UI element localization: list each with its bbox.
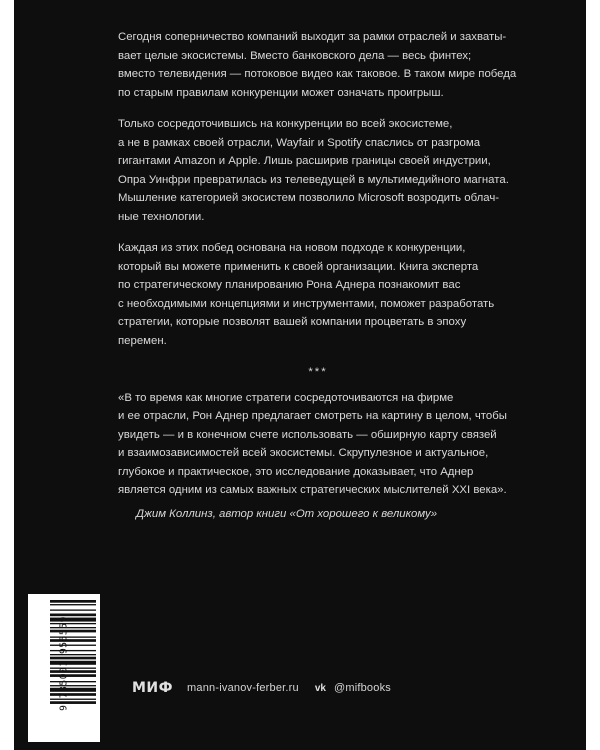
barcode-bar: [50, 636, 96, 637]
barcode-bar: [50, 674, 96, 677]
barcode-bar: [50, 657, 96, 660]
quote-line: и ее отрасли, Рон Аднер предлагает смотреть на картину в целом, чтобы: [118, 410, 507, 422]
paragraph-1: [118, 28, 518, 102]
paragraph-line: с необходимыми концепциями и инструментами, поможет разработать: [118, 297, 495, 310]
barcode-bar: [50, 600, 96, 603]
cover-text: [118, 28, 518, 523]
paragraph-line: вместо телевидения — потоковое видео как таковое. В таком мире победа: [118, 68, 517, 80]
publisher-website-link[interactable]: mann-ivanov-ferber.ru: [187, 682, 299, 694]
paragraph-line: вает целые экосистемы. Вместо банковского дела — весь финтех;: [118, 49, 472, 62]
barcode-bar: [50, 650, 96, 651]
barcode-bar: [50, 661, 96, 665]
paragraph-line: гигантами Amazon и Apple. Лишь расширив границы своей индустрии,: [118, 155, 491, 167]
paragraph-line: Мышление категорией экосистем позволило Microsoft возродить облач-: [118, 192, 500, 204]
barcode-bar: [50, 693, 96, 696]
social-handle-link[interactable]: @mifbooks: [333, 682, 391, 694]
paragraph-line: Сегодня соперничество компаний выходит за рамки отраслей и захваты-: [118, 31, 507, 43]
paragraph-line: по стратегическому планированию Рона Аднера познакомит вас: [118, 279, 461, 291]
publisher-logo: МИФ: [132, 680, 174, 696]
barcode-bar: [50, 627, 96, 628]
barcode-bar: [50, 609, 96, 610]
barcode-bar: [50, 639, 96, 642]
quote-line: «В то время как многие стратеги сосредоточиваются на фирме: [118, 391, 454, 404]
barcode-bar: [50, 654, 96, 655]
paragraph-line: Каждая из этих побед основана на новом подходе к конкуренции,: [118, 242, 466, 254]
section-divider: ***: [308, 366, 328, 378]
barcode-bar: [50, 623, 96, 624]
paragraph-line: который вы можете применить к своей организации. Книга эксперта: [118, 260, 479, 273]
isbn-barcode: [28, 594, 100, 742]
paragraph-line: Только сосредоточившись на конкуренции во всей экосистеме,: [118, 118, 453, 130]
quote-attribution: Джим Коллинз, автор книги «От хорошего к великому»: [136, 507, 438, 520]
paragraph-line: по старым правилам конкуренции может означать проигрыш.: [118, 86, 444, 99]
quote-line: является одним из самых важных стратегических мыслителей XXI века».: [118, 484, 507, 496]
barcode-bar: [50, 681, 96, 682]
paragraph-2: [118, 115, 518, 226]
barcode-bar: [50, 701, 96, 704]
barcode-bar: [50, 645, 96, 646]
barcode-bar: [50, 685, 96, 686]
quote-line: и взаимозависимостей всей экосистемы. Скрупулезное и актуальное,: [118, 447, 489, 459]
paragraph-line: перемен.: [118, 334, 167, 347]
vk-icon[interactable]: vk: [314, 682, 326, 694]
paragraph-3: [118, 239, 518, 350]
barcode-bar: [50, 630, 96, 633]
quote-line: увидеть — и в конечном счете использовать — обширную карту связей: [118, 428, 497, 441]
paragraph-line: а не в рамках своей отрасли, Wayfair и Spotify спаслись от разгрома: [118, 136, 481, 149]
barcode-bar: [50, 699, 96, 700]
barcode-bar: [50, 688, 96, 692]
paragraph-line: Опра Уинфри превратилась из телеведущей в мультимедийного магната.: [118, 173, 509, 186]
barcode-bar: [50, 604, 96, 605]
quote-line: глубокое и практическое, это исследование доказывает, что Аднер: [118, 465, 474, 478]
barcode-bar: [50, 614, 96, 617]
barcode-bar: [50, 670, 96, 673]
endorsement-quote: [118, 389, 518, 524]
paragraph-line: ные технологии.: [118, 210, 205, 223]
barcode-bar: [50, 668, 96, 669]
barcode-bar: [50, 618, 96, 622]
publisher-footer: [132, 680, 391, 696]
barcode-digits: 9 785001 955559: [58, 616, 70, 711]
paragraph-line: стратегии, которые позволят вашей компании процветать в эпоху: [118, 316, 467, 328]
